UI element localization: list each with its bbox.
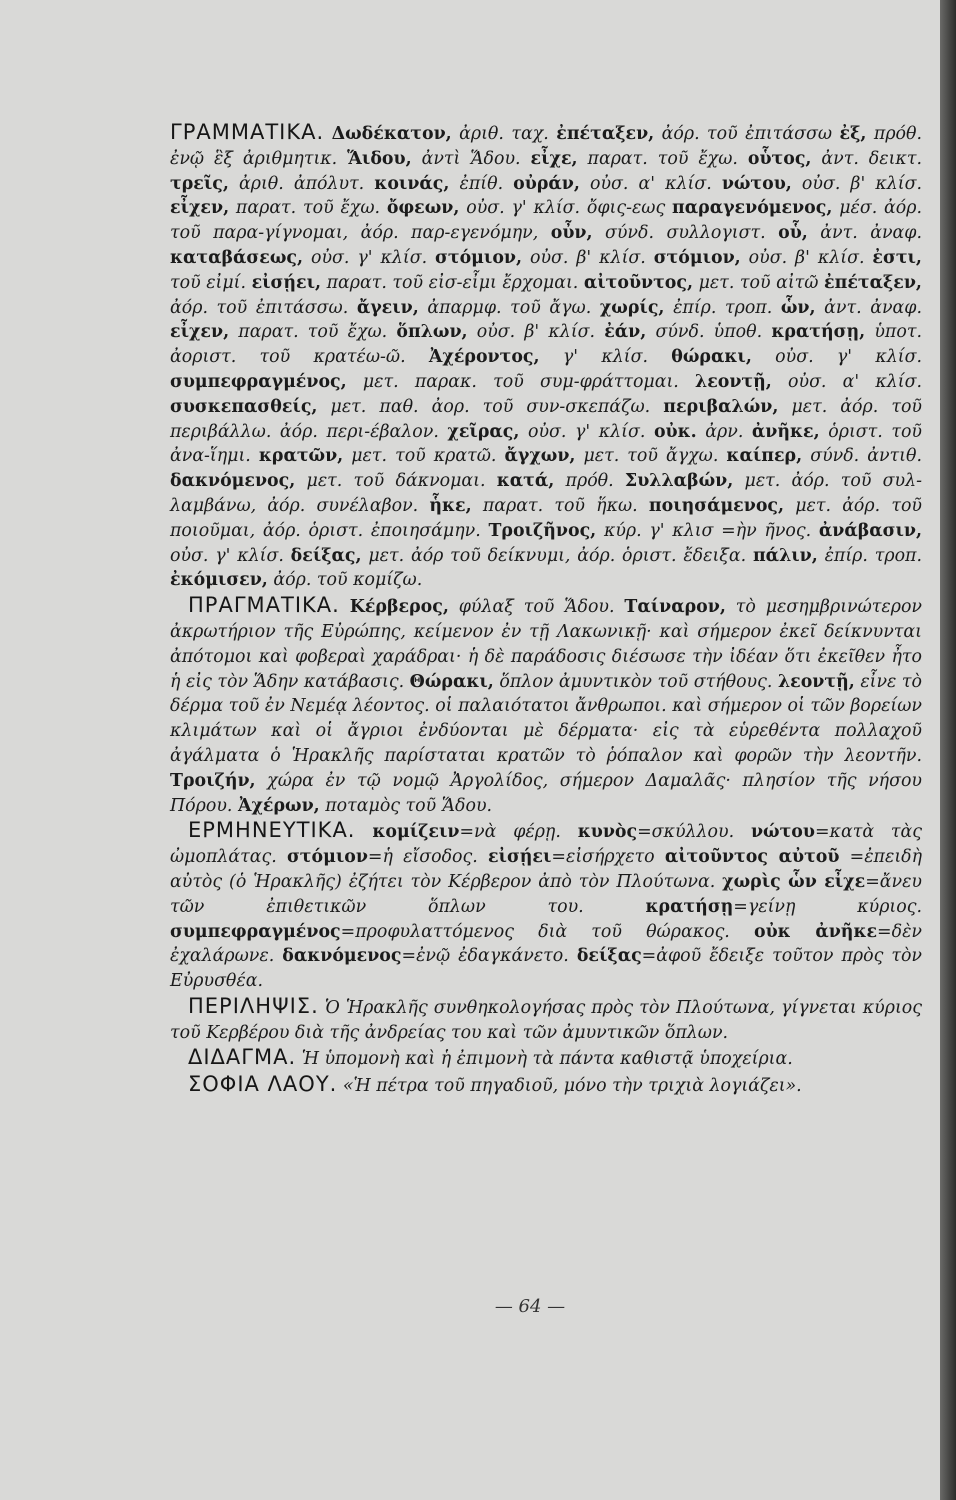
headword: πάλιν,: [752, 545, 818, 566]
section-heading: ΓΡΑΜΜΑΤΙΚΑ.: [170, 120, 325, 144]
headword: κατά,: [496, 471, 555, 492]
headword: οὖν,: [550, 223, 593, 244]
gloss-text: ἀόρ. τοῦ ἐπιτάσσω.: [170, 297, 357, 318]
headword: στόμιον,: [653, 247, 741, 268]
headword: Τροιζήν,: [170, 770, 256, 791]
section-heading: ΠΡΑΓΜΑΤΙΚΑ.: [188, 593, 340, 618]
headword: Συλλαβών,: [624, 471, 734, 492]
headword: εἰσῄει: [487, 847, 552, 868]
gloss-text: χώρα ἐν τῷ νομῷ Ἀργολίδος, σήμερον Δαμαλᾶς· πλησίον τῆς νήσου Πόρου.: [170, 770, 922, 816]
headword: λεοντῇ,: [777, 671, 855, 692]
headword: εἶχεν,: [170, 198, 230, 219]
gloss-text: οὐσ. β' κλίσ.: [791, 173, 922, 194]
headword: δείξας,: [290, 545, 362, 566]
headword: κρατήσῃ,: [771, 322, 866, 343]
headword: ἐκόμισεν,: [170, 570, 268, 591]
headword: οὗτος,: [747, 148, 812, 169]
headword: Τροιζῆνος,: [488, 520, 597, 541]
gloss-text: μετ. παρακ. τοῦ συμ-φράττομαι.: [346, 371, 695, 392]
gloss-text: =ἄνευ τῶν ἐπιθετικῶν ὅπλων του.: [170, 871, 922, 917]
gloss-text: ὁριστ. τοῦ ἀνα-ἵημι.: [170, 421, 923, 467]
headword: ἄγχων,: [504, 446, 576, 467]
section-heading: ΕΡΜΗΝΕΥΤΙΚΑ.: [188, 818, 356, 843]
section-body: [343, 1076, 802, 1096]
gloss-text: παρατ. τοῦ ἥκω.: [471, 495, 649, 516]
gloss-text: οὐσ. β' κλίσ.: [467, 322, 605, 343]
headword: αἰτοῦντος,: [583, 272, 694, 293]
headword: κυνὸς: [577, 822, 638, 843]
gloss-text: οὐσ. γ' κλίσ.: [170, 545, 291, 566]
headword: χεῖρας,: [447, 421, 520, 442]
gloss-text: =ἡ εἴσοδος.: [367, 847, 488, 868]
headword: κρατῶν,: [258, 446, 344, 467]
headword: ὄφεων,: [386, 198, 460, 219]
headword: δακνόμενος,: [170, 471, 296, 492]
headword: Ἅιδου,: [347, 148, 412, 169]
gloss-text: ἀόρ. τοῦ κομίζω.: [267, 570, 423, 591]
gloss-text: μετ. ἀόρ τοῦ δείκνυμι, ἀόρ. ὁριστ. ἔδειξα.: [361, 545, 753, 566]
headword: ποιησάμενος,: [648, 495, 785, 516]
hermeneutics-section: [170, 818, 922, 994]
gloss-text: ὅπλον ἀμυντικὸν τοῦ στήθους.: [493, 671, 778, 692]
gloss-text: «Ἡ πέτρα τοῦ πηγαδιοῦ, μόνο τὴν τριχιὰ λογιάζει».: [342, 1076, 802, 1097]
gloss-text: ἐπίθ.: [449, 173, 514, 194]
headword: Ταίναρον,: [624, 597, 726, 618]
gloss-text: μετ. τοῦ ἄγχω.: [575, 446, 727, 467]
headword: ὅπλων,: [396, 322, 468, 343]
headword: θώρακι,: [671, 347, 752, 368]
headword: κοινάς,: [374, 173, 450, 194]
section-heading: ΠΕΡΙΛΗΨΙΣ.: [188, 993, 319, 1018]
headword: οὗ,: [778, 223, 808, 244]
headword: ἐπέταξεν,: [824, 272, 922, 293]
gloss-text: ἀντ. ἀναφ.: [807, 223, 922, 244]
gloss-text: =προφυλαττόμενος διὰ τοῦ θώρακος.: [340, 921, 754, 942]
gloss-text: ἀντὶ Ἅδου.: [411, 148, 531, 169]
gloss-text: πρόθ. ἐνῷ ἓξ ἀριθμητικ.: [170, 124, 923, 169]
grammar-section: [170, 120, 922, 593]
headword: Δωδέκατον,: [331, 124, 452, 144]
headword: χωρὶς ὧν εἶχε: [722, 871, 866, 892]
page-number: — 64 —: [494, 1296, 566, 1317]
lesson-section: [170, 1045, 922, 1072]
headword: εἶχε,: [530, 148, 578, 169]
headword: συμπεφραγμένος: [170, 921, 341, 942]
gloss-text: ἀριθ. ἀπόλυτ.: [228, 173, 375, 194]
gloss-text: τοῦ εἰμί.: [170, 272, 252, 293]
headword: τρεῖς,: [170, 173, 229, 194]
headword: περιβαλών,: [663, 396, 779, 417]
headword: Κέρβερος,: [349, 597, 449, 618]
gloss-text: παρατ. τοῦ εἰσ-εἶμι ἔρχομαι.: [321, 272, 584, 293]
gloss-text: οὐσ. γ' κλίσ. ὄφις-εως: [459, 198, 673, 219]
page-edge-shadow: [940, 0, 956, 1500]
headword: αἰτοῦντος αὐτοῦ: [664, 847, 840, 868]
gloss-text: μετ. τοῦ δάκνομαι.: [295, 471, 497, 492]
gloss-text: οὐσ. γ' κλίσ.: [303, 247, 436, 268]
headword: οὐκ ἀνῆκε: [753, 921, 878, 942]
gloss-text: ὑποτ. ἀοριστ. τοῦ κρατέω-ῶ.: [170, 322, 922, 368]
headword: ἄγειν,: [356, 297, 419, 318]
gloss-text: τὸ μεσημβρινώτερον ἀκρωτήριον τῆς Εὐρώπης, κείμενον ἐν τῇ Λακωνικῇ· καὶ σήμερον ἐκεῖ δείκνυνται ἀπότομοι καὶ φοβεραὶ χαράδραι· ἡ δὲ παράδοσις διέσωσε τὴν ἰδέαν ὅτι ἐκεῖθεν ἦτο ἡ εἰς τὸν Ἅδην κατάβασις.: [170, 597, 922, 692]
headword: νώτου: [750, 822, 815, 843]
headword: συσκεπασθείς,: [170, 396, 318, 417]
headword: ὧν,: [780, 297, 816, 318]
gloss-text: παρατ. τοῦ ἔχω.: [229, 322, 397, 343]
headword: δείξας: [576, 946, 642, 967]
gloss-text: =νὰ φέρῃ.: [459, 822, 578, 843]
gloss-text: σύνδ. ὑποθ.: [646, 322, 772, 343]
headword: οὐράν,: [513, 173, 580, 194]
gloss-text: =κατὰ τὰς ὠμοπλάτας.: [170, 822, 923, 868]
section-body: [170, 597, 922, 815]
summary-section: [170, 994, 922, 1046]
gloss-text: ἀρν.: [696, 421, 752, 442]
gloss-text: οὐσ. α' κλίσ.: [579, 173, 722, 194]
gloss-text: ἀριθ. ταχ.: [451, 124, 557, 144]
headword: εἶχεν,: [170, 322, 230, 343]
gloss-text: μετ. τοῦ κρατῶ.: [343, 446, 505, 467]
gloss-text: μετ. τοῦ αἰτῶ: [693, 272, 825, 293]
gloss-text: ποταμὸς τοῦ Ἅδου.: [319, 795, 493, 816]
gloss-text: ἐπίρ. τροπ.: [817, 545, 922, 566]
gloss-text: εἶνε τὸ δέρμα τοῦ ἐν Νεμέᾳ λέοντος. οἱ παλαιότατοι ἄνθρωποι. καὶ σήμερον οἱ τῶν βορείων κλιμάτων καὶ οἱ ἄγριοι ἐνδύονται μὲ δέρματα· εἰς τὰ εὑρεθέντα πολλαχοῦ ἀγάλματα ὁ Ἡρακλῆς παρίσταται κρατῶν τὸ ῥόπαλον καὶ φορῶν τὴν λεοντῆν.: [170, 671, 923, 766]
headword: καταβάσεως,: [170, 247, 304, 268]
gloss-text: παρατ. τοῦ ἔχω.: [229, 198, 387, 219]
gloss-text: οὐσ. γ' κλίσ.: [519, 421, 654, 442]
gloss-text: οὐσ. α' κλίσ.: [771, 371, 922, 392]
proverb-section: [170, 1072, 922, 1099]
headword: ἐάν,: [604, 322, 647, 343]
section-body: [302, 1049, 793, 1069]
section-body: [170, 822, 922, 991]
gloss-text: σύνδ. συλλογιστ.: [592, 223, 779, 244]
gloss-text: =δὲν ἐχαλάρωνε.: [170, 921, 922, 967]
headword: στόμιον: [286, 847, 368, 868]
gloss-text: ἐπίρ. τροπ.: [664, 297, 781, 318]
gloss-text: μέσ. ἀόρ. τοῦ παρα-γίγνομαι, ἀόρ. παρ-εγενόμην,: [170, 198, 922, 244]
gloss-text: Ἡ ὑπομονὴ καὶ ἡ ἐπιμονὴ τὰ πάντα καθιστᾷ ὑποχείρια.: [301, 1049, 793, 1070]
gloss-text: =σκύλλου.: [637, 822, 751, 843]
gloss-text: ἀόρ. τοῦ ἐπιτάσσω: [654, 124, 840, 144]
headword: Ἀχέρων,: [237, 795, 320, 816]
section-heading: ΣΟΦΙΑ ΛΑΟΥ.: [188, 1072, 338, 1097]
section-heading: ΔΙΔΑΓΜΑ.: [188, 1045, 297, 1070]
headword: ἐστι,: [872, 247, 922, 268]
headword: ἧκε,: [429, 495, 472, 516]
gloss-text: Ὁ Ἡρακλῆς συνθηκολογήσας πρὸς τὸν Πλούτωνα, γίγνεται κύριος τοῦ Κερβέρου διὰ τῆς ἀνδρείας του καὶ τῶν ἀμυντικῶν ὅπλων.: [170, 997, 922, 1043]
headword: λεοντῇ,: [695, 371, 772, 392]
gloss-text: μετ. ἀόρ. τοῦ περιβάλλω. ἀόρ. περι-έβαλον.: [170, 396, 923, 442]
gloss-text: =ἐνῷ ἐδαγκάνετο.: [401, 946, 577, 967]
section-body: [170, 124, 922, 590]
headword: δακνόμενος: [282, 946, 402, 967]
gloss-text: κύρ. γ' κλισ =ὴν ῆνος.: [596, 520, 819, 541]
headword: συμπεφραγμένος,: [170, 371, 347, 392]
gloss-text: πρόθ.: [554, 471, 625, 492]
gloss-text: σύνδ. ἀντιθ.: [802, 446, 922, 467]
headword: ἀνῆκε,: [751, 421, 820, 442]
headword: καίπερ,: [726, 446, 803, 467]
gloss-text: μετ. παθ. ἀορ. τοῦ συν-σκεπάζω.: [317, 396, 664, 417]
headword: οὐκ.: [653, 421, 697, 442]
gloss-text: οὐσ. γ' κλίσ.: [751, 347, 923, 368]
gloss-text: μετ. ἀόρ. τοῦ ποιοῦμαι, ἀόρ. ὁριστ. ἐποιησάμην.: [170, 495, 922, 541]
headword: χωρίς,: [599, 297, 665, 318]
gloss-text: φύλαξ τοῦ Ἅδου.: [448, 597, 625, 618]
gloss-text: οὐσ. β' κλίσ.: [522, 247, 654, 268]
gloss-text: παρατ. τοῦ ἔχω.: [577, 148, 748, 169]
headword: στόμιον,: [435, 247, 523, 268]
gloss-text: οὐσ. β' κλίσ.: [740, 247, 873, 268]
gloss-text: ἀπαρμφ. τοῦ ἄγω.: [418, 297, 600, 318]
headword: νώτου,: [721, 173, 792, 194]
headword: ἐξ,: [839, 124, 867, 144]
gloss-text: =εἰσήρχετο: [551, 847, 665, 868]
headword: Θώρακι,: [409, 671, 494, 692]
gloss-text: =ἐπειδὴ αὐτὸς (ὁ Ἡρακλῆς) ἐζήτει τὸν Κέρβερον ἀπὸ τὸν Πλούτωνα.: [170, 847, 923, 892]
headword: κρατήσῃ: [645, 896, 734, 917]
gloss-text: ἀντ. δεικτ.: [811, 148, 922, 169]
headword: ἐπέταξεν,: [556, 124, 655, 144]
realia-section: [170, 593, 922, 818]
gloss-text: =ἀφοῦ ἔδειξε τοῦτον πρὸς τὸν Εὐρυσθέα.: [170, 946, 922, 992]
page-text: [170, 120, 922, 1099]
headword: Ἀχέροντος,: [428, 347, 540, 368]
gloss-text: =γείνῃ κύριος.: [733, 896, 922, 917]
gloss-text: γ' κλίσ.: [539, 347, 672, 368]
gloss-text: μετ. ἀόρ. τοῦ συλ-λαμβάνω, ἀόρ. συνέλαβον.: [170, 471, 922, 516]
gloss-text: ἀντ. ἀναφ.: [815, 297, 922, 318]
headword: παραγενόμενος,: [672, 198, 833, 219]
headword: κομίζειν: [372, 822, 460, 843]
headword: ἀνάβασιν,: [818, 520, 922, 541]
headword: εἰσῄει,: [251, 272, 322, 293]
